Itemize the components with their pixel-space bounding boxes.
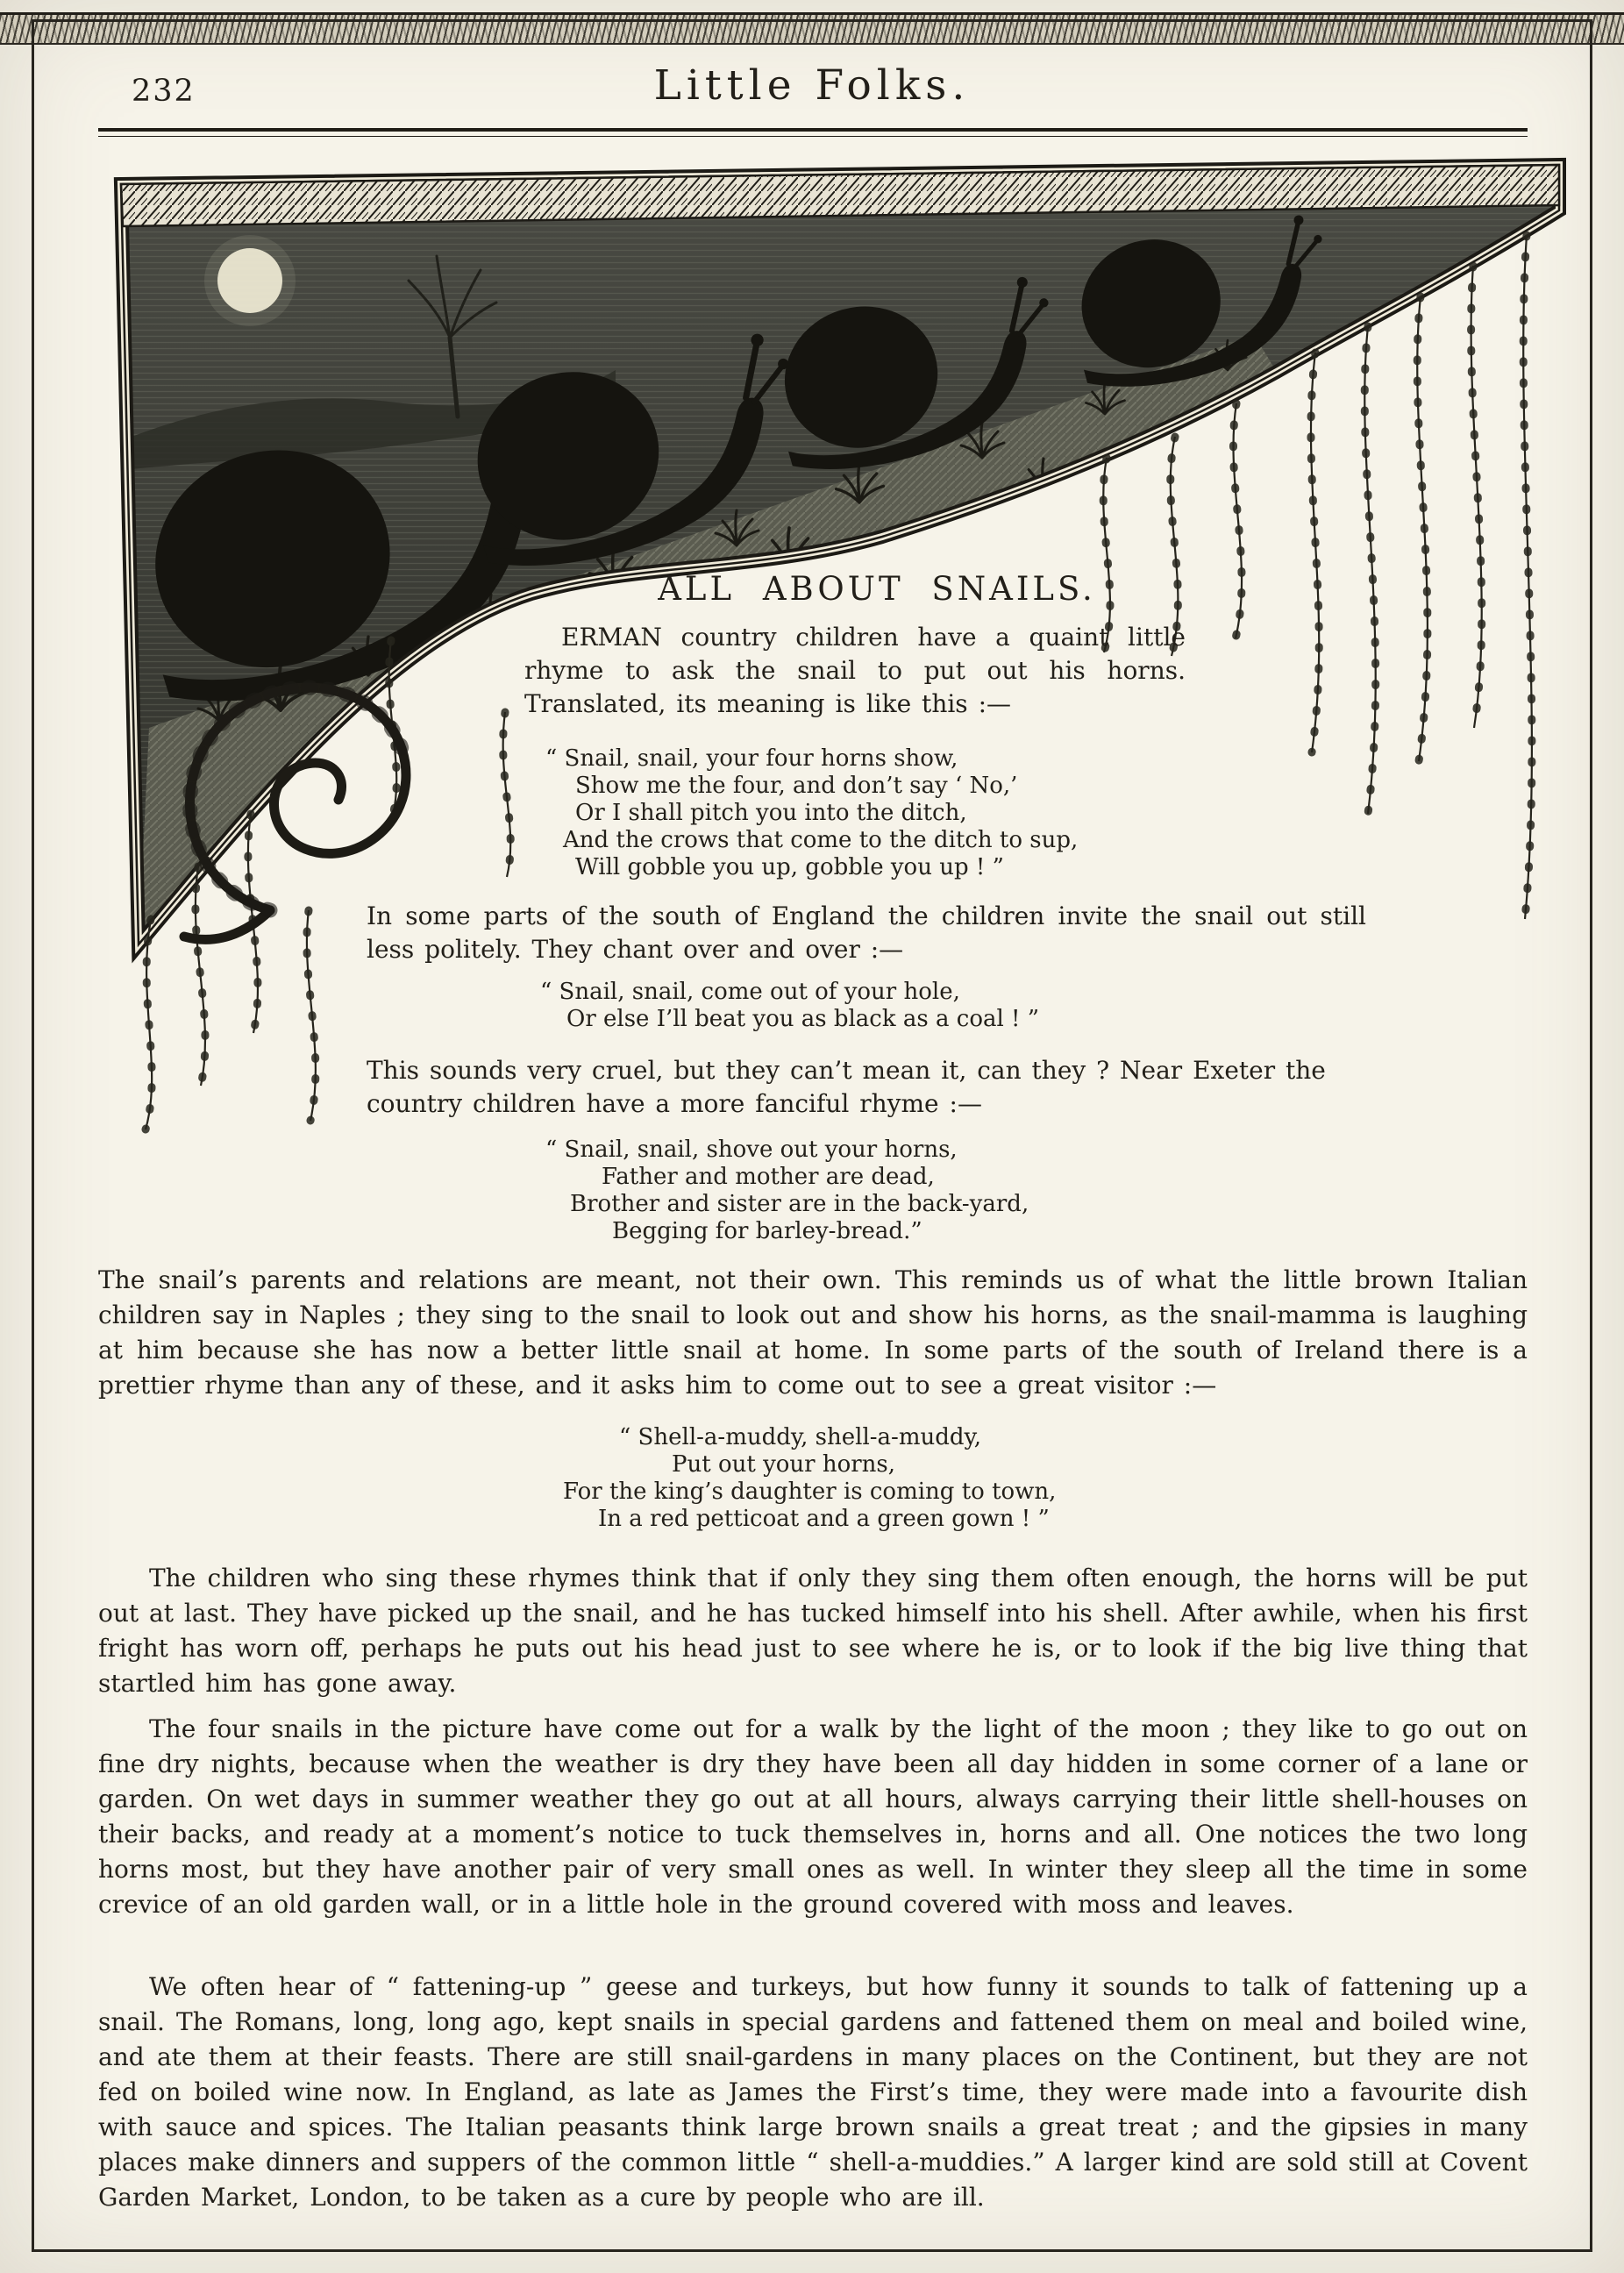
verse-line: For the king’s daughter is coming to town, (563, 1479, 1057, 1505)
verse-line: Will gobble you up, gobble you up ! ” (575, 854, 1004, 880)
paragraph-naples: The snail’s parents and relations are meant, not their own. This reminds us of what the little brown Italian children say in Naples ; they sing to the snail to look out and show his horns, as the snail-mamma is laughing at him because she has now a better little snail at home. In some parts of the south of Ireland there is a prettier rhyme than any of these, and it asks him to come out to see a great visitor :— (98, 1265, 1528, 1400)
page-number: 232 (132, 74, 196, 109)
verse-line: Begging for barley-bread.” (612, 1218, 922, 1244)
verse-line: Or I shall pitch you into the ditch, (575, 800, 967, 826)
verse-line: Or else I’ll beat you as black as a coal ! ” (566, 1006, 1040, 1032)
verse-line: Show me the four, and don’t say ‘ No,’ (575, 773, 1018, 799)
verse-line: Brother and sister are in the back-yard, (570, 1191, 1029, 1217)
verse-come-out (540, 979, 1039, 1033)
verse-line: “ Shell-a-muddy, shell-a-muddy, (619, 1424, 982, 1450)
header-rule-thin (98, 136, 1528, 137)
verse-line: Put out your horns, (672, 1451, 896, 1478)
verse-line: Father and mother are dead, (602, 1164, 935, 1190)
intro-paragraph: ERMAN country children have a quaint little rhyme to ask the snail to put out his horns. Translated, its meaning is like this :— (524, 623, 1186, 718)
verse-shell-a-muddy (563, 1424, 1056, 1533)
verse-line: And the crows that come to the ditch to sup, (563, 827, 1079, 853)
paragraph-south-england: In some parts of the south of England the children invite the snail out still less politely. They chant over and over :— (367, 901, 1366, 964)
paragraph-children-sing: The children who sing these rhymes think that if only they sing them often enough, the horns will be put out at last. They have picked up the snail, and he has tucked himself into his shell. After awhile, when his first fright has worn off, perhaps he puts out his head just to see where he is, or to look if the big live thing that startled him has gone away. (98, 1564, 1528, 1698)
paragraph-exeter: This sounds very cruel, but they can’t mean it, can they ? Near Exeter the country children have a more fanciful rhyme :— (367, 1056, 1326, 1118)
masthead-title: Little Folks. (653, 61, 971, 110)
verse-shove-out (545, 1136, 1029, 1245)
article-title: ALL ABOUT SNAILS. (658, 570, 1096, 608)
verse-line: “ Snail, snail, your four horns show, (545, 745, 958, 772)
header-rule-thick (98, 128, 1528, 132)
verse-line: “ Snail, snail, come out of your hole, (540, 979, 960, 1005)
paragraph-four-snails: The four snails in the picture have come out for a walk by the light of the moon ; they like to go out on fine dry nights, because when the weather is dry they have been all day hidden in some corner of a lane or garden. On wet days in summer weather they go out at all hours, always carrying their little shell-houses on their backs, and ready at a moment’s notice to tuck themselves in, horns and all. One notices the two long horns most, but they have another pair of very small ones as well. In winter they sleep all the time in some crevice of an old garden wall, or in a little hole in the ground covered with moss and leaves. (98, 1714, 1528, 1919)
verse-four-horns (545, 745, 1078, 881)
verse-line: In a red petticoat and a green gown ! ” (598, 1506, 1050, 1532)
verse-line: “ Snail, snail, shove out your horns, (545, 1136, 958, 1163)
paragraph-fattening-up: We often hear of “ fattening-up ” geese and turkeys, but how funny it sounds to talk of fattening up a snail. The Romans, long, long ago, kept snails in special gardens and fattened them on meal and boiled wine, and ate them at their feasts. There are still snail-gardens in many places on the Continent, but they are not fed on boiled wine now. In England, as late as James the First’s time, they were made into a favourite dish with sauce and spices. The Italian peasants think large brown snails a great treat ; and the gipsies in many places make dinners and suppers of the common little “ shell-a-muddies.” A larger kind are sold still at Covent Garden Market, London, to be taken as a cure by people who are ill. (98, 1972, 1528, 2212)
